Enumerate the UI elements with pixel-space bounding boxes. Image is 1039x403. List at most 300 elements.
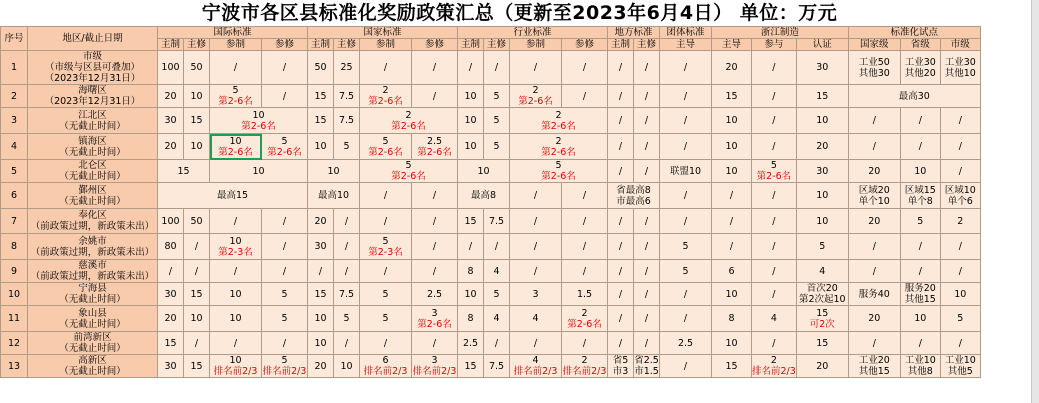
data-cell[interactable] [660,134,712,160]
data-cell[interactable] [848,355,900,378]
data-cell[interactable] [712,260,752,283]
data-cell[interactable] [562,209,608,234]
row-area[interactable] [28,183,158,209]
data-cell[interactable] [752,85,797,108]
data-cell[interactable] [360,234,412,260]
data-cell[interactable] [796,85,848,108]
data-cell[interactable] [334,134,360,160]
row-seq[interactable]: 10 [1,283,28,306]
row-area[interactable] [28,260,158,283]
data-cell[interactable] [308,183,360,209]
cell-value: 10 [816,190,829,201]
data-cell[interactable] [458,355,484,378]
data-cell[interactable] [796,355,848,378]
data-cell[interactable] [484,134,510,160]
data-cell[interactable] [796,283,848,306]
data-cell[interactable] [510,51,562,85]
data-cell[interactable] [900,260,940,283]
data-cell[interactable] [712,183,752,209]
data-cell[interactable] [412,355,458,378]
data-cell[interactable] [634,134,660,160]
data-cell[interactable] [848,183,900,209]
data-cell[interactable] [608,260,634,283]
data-cell[interactable] [458,108,484,134]
data-cell[interactable] [158,108,184,134]
cell-value: 10 [914,313,927,324]
row-area[interactable] [28,160,158,183]
data-cell[interactable] [848,51,900,85]
data-cell[interactable] [752,183,797,209]
data-cell[interactable] [712,306,752,332]
row-area[interactable] [28,209,158,234]
data-cell[interactable] [308,332,334,355]
data-cell[interactable] [940,355,980,378]
data-cell[interactable] [158,134,184,160]
data-cell[interactable] [458,209,484,234]
data-cell[interactable] [752,51,797,85]
data-cell[interactable] [752,209,797,234]
data-cell[interactable] [210,283,262,306]
row-seq[interactable]: 13 [1,355,28,378]
data-cell[interactable] [900,51,940,85]
data-cell[interactable] [660,209,712,234]
data-cell[interactable] [158,51,184,85]
data-cell[interactable] [484,234,510,260]
data-cell[interactable] [712,209,752,234]
data-cell[interactable] [210,108,308,134]
data-cell[interactable] [510,209,562,234]
data-cell[interactable] [796,209,848,234]
data-cell[interactable] [900,355,940,378]
row-area[interactable] [28,51,158,85]
data-cell[interactable] [608,85,634,108]
data-cell[interactable] [412,306,458,332]
cell-value: / [772,241,776,252]
data-cell[interactable] [158,355,184,378]
row-area[interactable] [28,355,158,378]
data-cell[interactable] [458,134,484,160]
data-cell[interactable] [900,209,940,234]
data-cell[interactable] [158,234,184,260]
row-seq[interactable]: 11 [1,306,28,332]
data-cell[interactable] [334,209,360,234]
data-cell[interactable] [334,260,360,283]
data-cell[interactable] [752,160,797,183]
data-cell[interactable] [184,85,210,108]
data-cell[interactable] [796,160,848,183]
data-cell[interactable] [308,160,360,183]
data-cell[interactable] [796,234,848,260]
data-cell[interactable] [308,209,334,234]
data-cell[interactable] [262,134,308,160]
data-cell[interactable] [848,332,900,355]
data-cell[interactable] [712,160,752,183]
data-cell[interactable] [796,306,848,332]
data-cell[interactable] [360,51,412,85]
data-cell[interactable] [562,85,608,108]
data-cell[interactable] [458,85,484,108]
data-cell[interactable] [262,85,308,108]
data-cell[interactable] [608,183,660,209]
data-cell[interactable] [796,108,848,134]
data-cell[interactable] [848,160,900,183]
data-cell[interactable] [660,51,712,85]
data-cell[interactable] [900,306,940,332]
data-cell[interactable] [900,283,940,306]
data-cell[interactable] [184,306,210,332]
data-cell[interactable] [158,209,184,234]
data-cell[interactable] [634,234,660,260]
data-cell[interactable] [360,355,412,378]
data-cell[interactable] [334,355,360,378]
data-cell[interactable] [184,260,210,283]
data-cell[interactable] [752,332,797,355]
data-cell[interactable] [308,355,334,378]
data-cell[interactable] [412,332,458,355]
data-cell[interactable] [634,332,660,355]
data-cell[interactable] [184,209,210,234]
data-cell[interactable] [510,160,608,183]
data-cell[interactable] [360,332,412,355]
data-cell[interactable] [210,51,262,85]
data-cell[interactable] [262,234,308,260]
data-cell[interactable] [634,283,660,306]
data-cell[interactable] [796,183,848,209]
data-cell[interactable] [262,332,308,355]
data-cell[interactable] [360,108,458,134]
data-cell[interactable] [360,209,412,234]
data-cell[interactable] [510,183,562,209]
row-seq[interactable]: 4 [1,134,28,160]
data-cell[interactable] [262,209,308,234]
data-cell[interactable] [608,108,634,134]
row-area[interactable] [28,85,158,108]
data-cell[interactable] [634,85,660,108]
data-cell[interactable] [940,283,980,306]
cell-value: 20 [816,360,829,372]
header-sub: 主修 [184,39,210,51]
row-seq[interactable]: 12 [1,332,28,355]
data-cell[interactable] [262,51,308,85]
data-cell[interactable] [900,332,940,355]
data-cell[interactable] [510,355,562,378]
data-cell[interactable] [360,134,412,160]
table-row [1,234,1021,260]
data-cell[interactable] [634,306,660,332]
data-cell[interactable] [634,108,660,134]
data-cell[interactable] [308,260,334,283]
data-cell[interactable] [484,355,510,378]
data-cell[interactable] [660,85,712,108]
data-cell[interactable] [848,134,900,160]
cell-value: 15 [314,90,327,102]
data-cell[interactable] [562,306,608,332]
data-cell[interactable] [712,134,752,160]
data-cell[interactable] [752,306,797,332]
data-cell[interactable] [752,283,797,306]
data-cell[interactable] [660,234,712,260]
data-cell[interactable] [360,283,412,306]
row-seq[interactable]: 5 [1,160,28,183]
cell-value: / [958,115,962,126]
data-cell[interactable] [510,306,562,332]
data-cell[interactable] [412,134,458,160]
data-cell[interactable] [608,160,634,183]
data-cell[interactable] [184,355,210,378]
data-cell[interactable] [458,306,484,332]
data-cell[interactable] [900,134,940,160]
data-cell[interactable] [484,209,510,234]
data-cell[interactable] [848,260,900,283]
data-cell[interactable] [608,355,634,378]
data-cell[interactable] [608,306,634,332]
data-cell[interactable] [940,332,980,355]
data-cell[interactable] [484,306,510,332]
data-cell[interactable] [308,85,334,108]
data-cell[interactable] [752,108,797,134]
data-cell[interactable] [308,134,334,160]
cell-value: 10 [464,288,477,300]
data-cell[interactable] [458,260,484,283]
data-cell[interactable] [634,160,660,183]
data-cell[interactable] [752,260,797,283]
data-cell[interactable] [510,260,562,283]
data-cell[interactable] [712,355,752,378]
data-cell[interactable] [900,108,940,134]
data-cell[interactable] [562,51,608,85]
data-cell[interactable] [900,234,940,260]
data-cell[interactable] [308,108,334,134]
data-cell[interactable] [184,51,210,85]
data-cell[interactable] [608,283,634,306]
data-cell[interactable] [262,306,308,332]
data-cell[interactable] [262,283,308,306]
data-cell[interactable] [210,332,262,355]
data-cell[interactable] [940,160,980,183]
row-seq[interactable]: 1 [1,51,28,85]
data-cell[interactable] [562,332,608,355]
data-cell[interactable] [334,283,360,306]
data-cell[interactable] [484,260,510,283]
data-cell[interactable] [210,209,262,234]
data-cell[interactable] [510,283,562,306]
data-cell[interactable] [458,283,484,306]
data-cell[interactable] [210,260,262,283]
data-cell[interactable] [158,183,308,209]
header-group: 国家标准 [308,27,458,39]
row-area[interactable] [28,283,158,306]
row-seq[interactable]: 2 [1,85,28,108]
data-cell[interactable] [184,283,210,306]
data-cell[interactable] [360,306,412,332]
data-cell[interactable] [308,234,334,260]
row-seq[interactable]: 3 [1,108,28,134]
data-cell[interactable] [634,260,660,283]
data-cell[interactable] [660,306,712,332]
data-cell[interactable] [510,134,608,160]
data-cell[interactable] [484,85,510,108]
data-cell[interactable] [940,51,980,85]
data-cell[interactable] [484,51,510,85]
data-cell[interactable] [458,160,510,183]
row-seq[interactable]: 6 [1,183,28,209]
data-cell[interactable] [848,234,900,260]
cell-value: / [468,241,473,252]
data-cell[interactable] [848,306,900,332]
data-cell[interactable] [334,51,360,85]
cell-value: 5 [682,241,689,252]
data-cell[interactable] [184,134,210,160]
data-cell[interactable] [712,234,752,260]
data-cell[interactable] [458,234,484,260]
data-cell[interactable] [262,355,308,378]
data-cell[interactable] [360,183,412,209]
data-cell[interactable] [752,234,797,260]
data-cell[interactable] [660,183,712,209]
data-cell[interactable] [660,283,712,306]
data-cell[interactable] [184,332,210,355]
data-cell[interactable] [848,108,900,134]
data-cell[interactable] [458,332,484,355]
data-cell[interactable] [360,85,412,108]
data-cell[interactable] [484,108,510,134]
cell-value: / [683,190,688,201]
cell-value: 5 [957,313,964,324]
data-cell[interactable] [334,108,360,134]
row-seq[interactable]: 8 [1,234,28,260]
data-cell[interactable] [158,160,210,183]
data-cell[interactable] [712,332,752,355]
data-cell[interactable] [940,108,980,134]
row-seq[interactable]: 7 [1,209,28,234]
data-cell[interactable] [210,306,262,332]
data-cell[interactable] [262,260,308,283]
data-cell[interactable] [412,51,458,85]
data-cell[interactable] [848,85,980,108]
data-cell[interactable] [458,183,510,209]
area-line: 余姚市 [78,235,107,247]
data-cell[interactable] [158,332,184,355]
data-cell[interactable] [712,108,752,134]
data-cell[interactable] [360,260,412,283]
data-cell[interactable] [308,283,334,306]
data-cell[interactable] [562,260,608,283]
data-cell[interactable] [412,260,458,283]
data-cell[interactable] [752,355,797,378]
data-cell[interactable] [360,160,458,183]
data-cell[interactable] [608,332,634,355]
data-cell[interactable] [940,234,980,260]
data-cell[interactable] [796,134,848,160]
data-cell[interactable] [796,260,848,283]
data-cell[interactable] [562,234,608,260]
data-cell[interactable] [412,283,458,306]
data-cell[interactable] [158,85,184,108]
data-cell[interactable] [412,183,458,209]
data-cell[interactable] [940,134,980,160]
data-cell[interactable] [900,183,940,209]
data-cell[interactable] [796,332,848,355]
data-cell[interactable] [940,209,980,234]
data-cell[interactable] [608,51,634,85]
data-cell[interactable] [562,283,608,306]
data-cell[interactable] [510,332,562,355]
data-cell[interactable] [484,332,510,355]
data-cell[interactable] [334,234,360,260]
data-cell[interactable] [210,160,308,183]
row-area[interactable] [28,108,158,134]
data-cell[interactable] [308,51,334,85]
data-cell[interactable] [796,51,848,85]
data-cell[interactable] [210,355,262,378]
row-area[interactable] [28,134,158,160]
data-cell[interactable] [158,306,184,332]
cell-value: 10 [725,288,738,300]
data-cell[interactable] [184,108,210,134]
data-cell[interactable] [562,355,608,378]
data-cell[interactable] [848,283,900,306]
data-cell[interactable] [608,134,634,160]
data-cell[interactable] [634,355,660,378]
data-cell[interactable] [184,234,210,260]
data-cell[interactable] [660,160,712,183]
data-cell[interactable] [660,260,712,283]
data-cell[interactable] [308,306,334,332]
data-cell[interactable] [510,234,562,260]
data-cell[interactable] [660,332,712,355]
data-cell[interactable] [712,85,752,108]
row-area[interactable] [28,306,158,332]
data-cell[interactable] [608,234,634,260]
data-cell[interactable] [562,183,608,209]
data-cell[interactable] [158,260,184,283]
data-cell[interactable] [900,160,940,183]
row-area[interactable] [28,234,158,260]
row-area[interactable] [28,332,158,355]
data-cell[interactable] [158,283,184,306]
cell-value: / [432,62,437,73]
data-cell[interactable] [334,332,360,355]
data-cell[interactable] [940,183,980,209]
data-cell[interactable] [940,306,980,332]
area-line: 宁海县 [78,283,107,294]
data-cell[interactable] [940,260,980,283]
data-cell[interactable] [660,355,712,378]
data-cell[interactable] [712,283,752,306]
data-cell[interactable] [752,134,797,160]
cell-value: 6 [382,355,389,366]
data-cell[interactable] [334,85,360,108]
data-cell[interactable] [412,209,458,234]
data-cell[interactable] [510,108,608,134]
data-cell[interactable] [458,51,484,85]
data-cell[interactable] [712,51,752,85]
data-cell[interactable] [210,85,262,108]
data-cell[interactable] [848,209,900,234]
data-cell[interactable] [210,234,262,260]
data-cell[interactable] [412,85,458,108]
data-cell[interactable] [634,209,660,234]
data-cell[interactable] [510,85,562,108]
data-cell[interactable] [608,209,634,234]
data-cell[interactable] [334,306,360,332]
data-cell[interactable] [634,51,660,85]
data-cell[interactable] [210,134,262,160]
row-seq[interactable]: 9 [1,260,28,283]
data-cell[interactable] [660,108,712,134]
data-cell[interactable] [412,234,458,260]
data-cell[interactable] [484,283,510,306]
